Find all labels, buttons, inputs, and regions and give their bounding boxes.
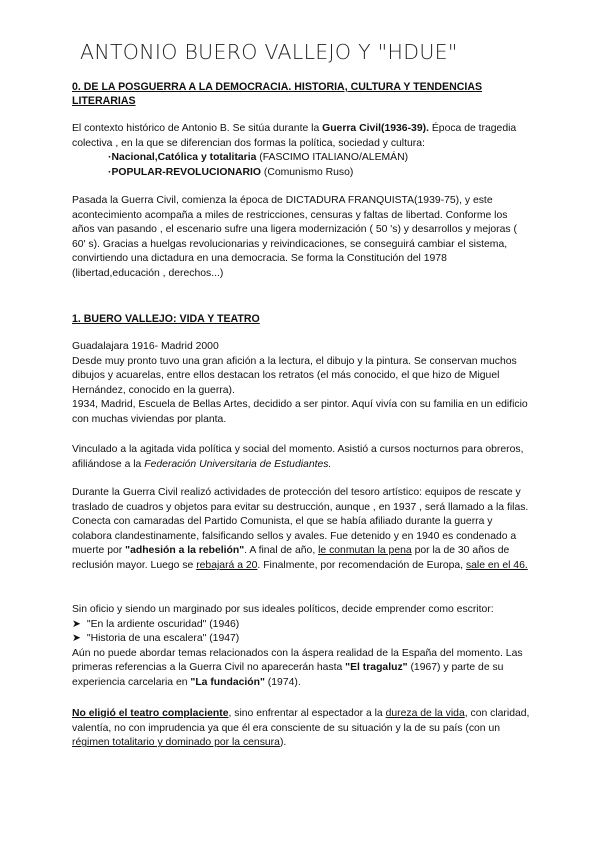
section-0-heading <box>72 80 532 108</box>
section-0-paragraph-1 <box>72 122 532 151</box>
text-span: , con claridad, valentía, no con imprudencia ya que él era consciente de su situación y la de su país (con un <box>72 708 530 734</box>
bold-span: ·POPULAR-REVOLUCIONARIO <box>108 167 261 178</box>
text-span: . A final de año, <box>244 545 319 557</box>
arrow-icon: ➤ <box>72 618 81 630</box>
text-line <box>72 647 532 691</box>
text-line: Guadalajara 1916- Madrid 2000 <box>72 341 219 352</box>
section-0-heading-line1: 0. DE LA POSGUERRA A LA DEMOCRACIA. HISTORIA, CULTURA Y TENDENCIAS <box>72 81 483 93</box>
text-line: Sin oficio y siendo un marginado por sus ideales políticos, decide emprender como escritor: <box>72 604 494 615</box>
arrow-icon: ➤ <box>72 633 81 645</box>
bullet-item-2 <box>72 166 568 181</box>
text-span: . Finalmente, por recomendación de Europa, <box>257 559 466 571</box>
text-line: Desde muy pronto tuvo una gran afición a la lectura, el dibujo y la pintura. Se conservan muchos dibujos y acuarelas, entre ellos destacan los retratos (el más conocido, el que hizo de Miguel Hernández, conocido en la guerra). <box>72 355 517 396</box>
bullet-item-1 <box>72 151 568 166</box>
text-span: (Comunismo Ruso) <box>260 167 354 178</box>
bold-span: Guerra Civil(1936-39). <box>322 123 429 134</box>
text-span: Durante la Guerra Civil realizó actividades de protección del tesoro artístico: equipos de rescate y traslado de cuadros y objetos para evitar su destrucción, aunque , en 1937 , será llamado a la filas. Conecta con camaradas del Partido Comunista, el que se había afiliado durante la guerra y colabora clandestinamente, falsificando sellos y avales. Fue detenido y en 1940 es condenado a muerte por <box>72 487 529 557</box>
text-span: Aún no puede abordar temas relacionados con la áspera realidad de la España del momento. Las primeras referencias a la Guerra Civil no aparecerán hasta <box>72 647 523 674</box>
bold-span: ·Nacional,Católica y totalitaria <box>108 152 257 163</box>
underlined-span: sale en el 46. <box>465 559 528 571</box>
section-1-heading: 1. BUERO VALLEJO: VIDA Y TEATRO <box>72 313 260 325</box>
section-1-paragraph-3 <box>72 486 532 574</box>
underlined-span: le conmutan la pena <box>318 545 412 557</box>
text-span: por la de 30 años de reclusión mayor. Luego se <box>72 545 510 571</box>
section-0-heading-line2: LITERARIAS <box>72 95 136 107</box>
bold-span: "adhesión a la rebelión" <box>125 545 245 557</box>
text-span: El contexto histórico de Antonio B. Se sitúa durante la <box>72 123 323 134</box>
text-line: 1934, Madrid, Escuela de Bellas Artes, decidido a ser pintor. Aquí vivía con su familia en un edificio con muchas viviendas por planta. <box>72 399 528 425</box>
italic-span: Federación Universitaria de Estudiantes. <box>144 458 332 470</box>
text-span: Época de tragedia colectiva , en la que se diferencian dos formas la política, sociedad y cultura: <box>72 123 517 149</box>
text-span: (1974). <box>264 676 301 688</box>
section-1-paragraph-1 <box>72 340 532 428</box>
bold-span: "El tragaluz" <box>345 662 408 674</box>
text-span: (FASCIMO ITALIANO/ALEMÁN) <box>256 152 409 163</box>
work-list-item <box>72 632 532 647</box>
text-span: "Historia de una escalera" (1947) <box>84 633 240 645</box>
section-1-paragraph-5 <box>72 707 532 751</box>
text-span: Vinculado a la agitada vida política y social del momento. Asistió a cursos nocturnos para obreros, afiliándose a la <box>72 444 524 470</box>
text-span: "En la ardiente oscuridad" (1946) <box>84 618 240 630</box>
underlined-span: dureza de la vida <box>385 708 465 719</box>
work-list-item <box>72 618 532 633</box>
underlined-span: régimen totalitario y dominado por la censura <box>72 737 280 749</box>
bold-span: "La fundación" <box>190 676 265 688</box>
underlined-span: rebajará a 20 <box>196 559 258 571</box>
text-span: , sino enfrentar al espectador a la <box>228 708 386 719</box>
text-span: (1967) y parte de su experiencia carcelaria en <box>72 662 504 688</box>
document-title: ANTONIO BUERO VALLEJO Y "HDUE" <box>80 40 458 64</box>
text-span: ). <box>279 737 287 749</box>
bold-underlined-span: No eligió el teatro complaciente <box>72 708 229 719</box>
section-1-paragraph-2 <box>72 443 532 472</box>
section-1-paragraph-4 <box>72 603 532 691</box>
section-0-paragraph-2: Pasada la Guerra Civil, comienza la época de DICTADURA FRANQUISTA(1939-75), y este acontecimiento acompaña a miles de restricciones, censuras y faltas de libertad. Conforme los años van pasando , el escenario sufre una ligera modernización ( 50 's) y desarrollos y mejoras ( 60' s). Gracias a huelgas revolucionarias y reivindicaciones, se conseguirá cambiar el sistema, convirtiendo una dictadura en una democracia. Se forma la Constitución del 1978 (libertad,educación , derechos...) <box>72 195 517 279</box>
